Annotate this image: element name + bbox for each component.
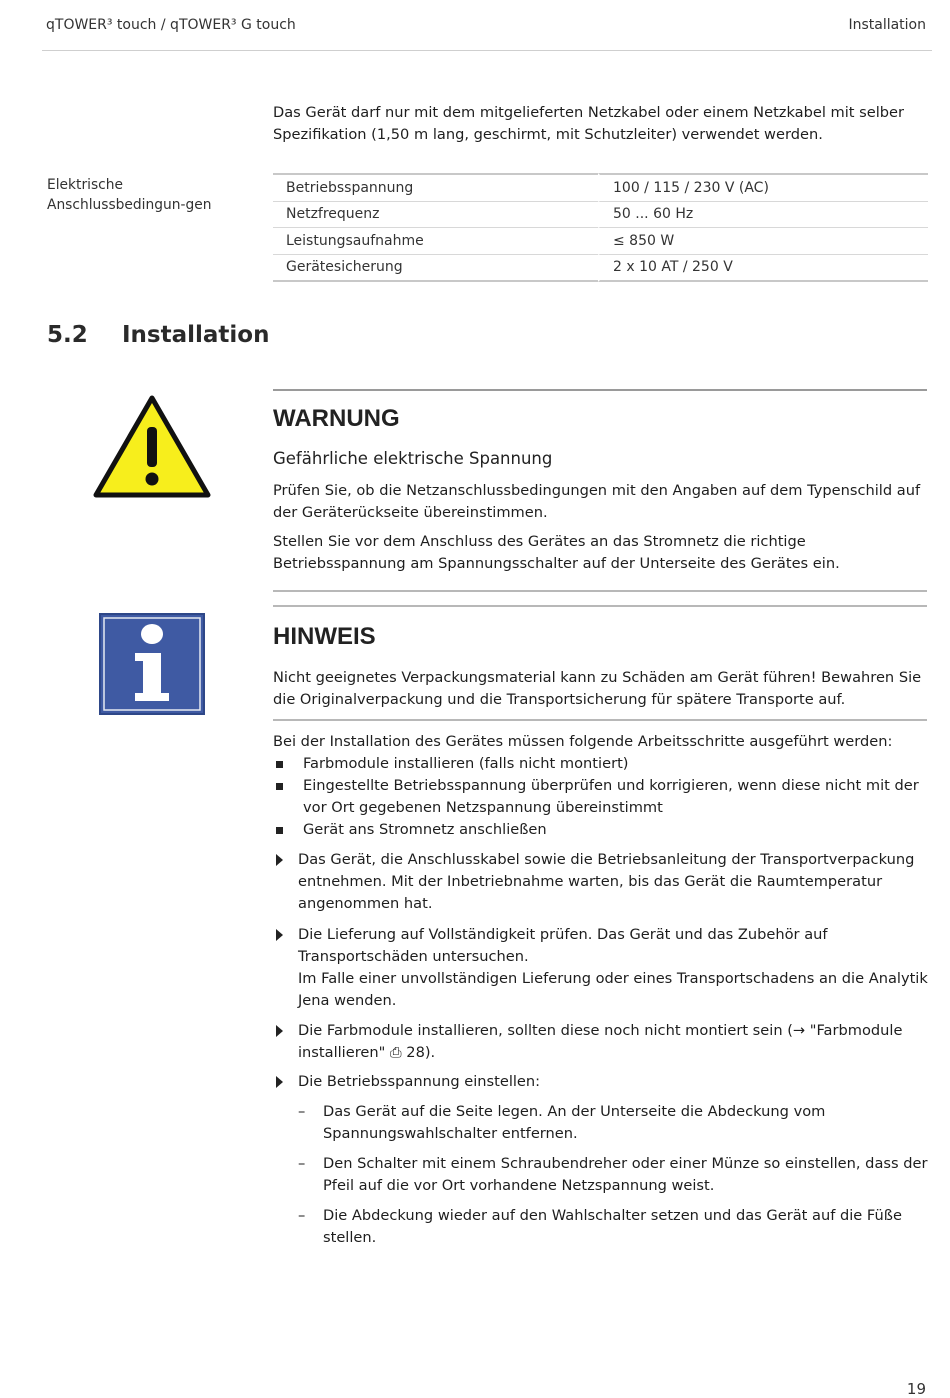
bullet-marker — [276, 761, 283, 768]
note-title: HINWEIS — [273, 623, 376, 650]
action-step — [273, 849, 928, 915]
spec-value: ≤ 850 W — [598, 228, 928, 255]
steps-intro: Bei der Installation des Gerätes müssen folgende Arbeitsschritte ausgeführt werden: — [273, 733, 893, 750]
table-row — [273, 202, 928, 229]
action-step — [273, 924, 928, 1012]
spec-label: Gerätesicherung — [273, 255, 598, 283]
sub-step-text: Die Abdeckung wieder auf den Wahlschalter setzen und das Gerät auf die Füße stellen. — [323, 1207, 902, 1246]
running-header-left: qTOWER³ touch / qTOWER³ G touch — [46, 17, 296, 33]
bullet-text: Gerät ans Stromnetz anschließen — [303, 821, 547, 838]
warning-paragraph-1: Prüfen Sie, ob die Netzanschlussbedingungen mit den Angaben auf dem Typenschild auf der Geräterückseite übereinstimmen. — [273, 482, 921, 521]
warning-subtitle: Gefährliche elektrische Spannung — [273, 449, 553, 468]
info-icon — [99, 613, 205, 715]
bullet-marker — [276, 783, 283, 790]
intro-paragraph: Das Gerät darf nur mit dem mitgelieferten Netzkabel oder einem Netzkabel mit selber Spezifikation (1,50 m lang, geschirmt, mit Schutzleiter) verwendet werden. — [273, 104, 905, 143]
margin-label: Elektrische Anschlussbedingun-gen — [47, 177, 212, 213]
action-step — [273, 1020, 928, 1064]
arrow-icon — [276, 1025, 283, 1037]
note-paragraph: Nicht geeignetes Verpackungsmaterial kann zu Schäden am Gerät führen! Bewahren Sie die Originalverpackung und die Transportsicherung für spätere Transporte auf. — [273, 669, 922, 708]
dash-marker: – — [298, 1155, 306, 1172]
step-text: Die Betriebsspannung einstellen: — [298, 1073, 541, 1090]
note-top-rule-1 — [273, 590, 927, 592]
dash-marker: – — [298, 1103, 306, 1120]
sub-step — [298, 1101, 928, 1145]
action-step — [273, 1071, 928, 1093]
spec-value: 100 / 115 / 230 V (AC) — [598, 173, 928, 202]
spec-label: Leistungsaufnahme — [273, 228, 598, 255]
note-bottom-rule — [273, 719, 927, 721]
step-text-with-cross-reference[interactable]: Die Farbmodule installieren, sollten diese noch nicht montiert sein (→ "Farbmodule installieren" ⎙ 28). — [298, 1022, 903, 1061]
note-top-rule-2 — [273, 605, 927, 607]
table-row — [273, 228, 928, 255]
section-title: Installation — [122, 322, 270, 348]
step-text: Das Gerät, die Anschlusskabel sowie die Betriebsanleitung der Transportverpackung entnehmen. Mit der Inbetriebnahme warten, bis das Gerät die Raumtemperatur angenommen hat. — [298, 851, 915, 912]
sub-step-text: Das Gerät auf die Seite legen. An der Unterseite die Abdeckung vom Spannungswahlschalter entfernen. — [323, 1103, 826, 1142]
list-item — [273, 819, 928, 841]
spec-value: 50 ... 60 Hz — [598, 202, 928, 229]
sub-step — [298, 1205, 928, 1249]
step-text-continuation: Im Falle einer unvollständigen Lieferung oder eines Transportschadens an die Analytik Jena wenden. — [298, 970, 928, 1009]
step-text: Die Lieferung auf Vollständigkeit prüfen. Das Gerät und das Zubehör auf Transportschäden untersuchen. — [298, 926, 828, 965]
warning-triangle-icon — [93, 395, 211, 499]
bullet-list — [273, 753, 928, 841]
table-row — [273, 173, 928, 202]
header-divider — [42, 50, 932, 51]
spec-label: Netzfrequenz — [273, 202, 598, 229]
arrow-icon — [276, 1076, 283, 1088]
running-header-right: Installation — [848, 17, 926, 33]
arrow-icon — [276, 929, 283, 941]
table-row — [273, 255, 928, 283]
warning-top-rule — [273, 389, 927, 391]
sub-step-text: Den Schalter mit einem Schraubendreher oder einer Münze so einstellen, dass der Pfeil auf die vor Ort vorhandene Netzspannung weist. — [323, 1155, 928, 1194]
section-number: 5.2 — [47, 322, 88, 348]
warning-paragraph-2: Stellen Sie vor dem Anschluss des Gerätes an das Stromnetz die richtige Betriebsspannung am Spannungsschalter auf der Unterseite des Gerätes ein. — [273, 533, 840, 572]
list-item — [273, 753, 928, 775]
bullet-text: Farbmodule installieren (falls nicht montiert) — [303, 755, 629, 772]
spec-value: 2 x 10 AT / 250 V — [598, 255, 928, 283]
page-number: 19 — [906, 1380, 926, 1398]
sub-step — [298, 1153, 928, 1197]
arrow-icon — [276, 854, 283, 866]
spec-label: Betriebsspannung — [273, 173, 598, 202]
warning-title: WARNUNG — [273, 405, 400, 432]
dash-marker: – — [298, 1207, 306, 1224]
electrical-spec-table — [273, 173, 928, 282]
list-item — [273, 775, 928, 819]
bullet-text: Eingestellte Betriebsspannung überprüfen und korrigieren, wenn diese nicht mit der vor Ort gegebenen Netzspannung übereinstimmt — [303, 777, 919, 816]
bullet-marker — [276, 827, 283, 834]
